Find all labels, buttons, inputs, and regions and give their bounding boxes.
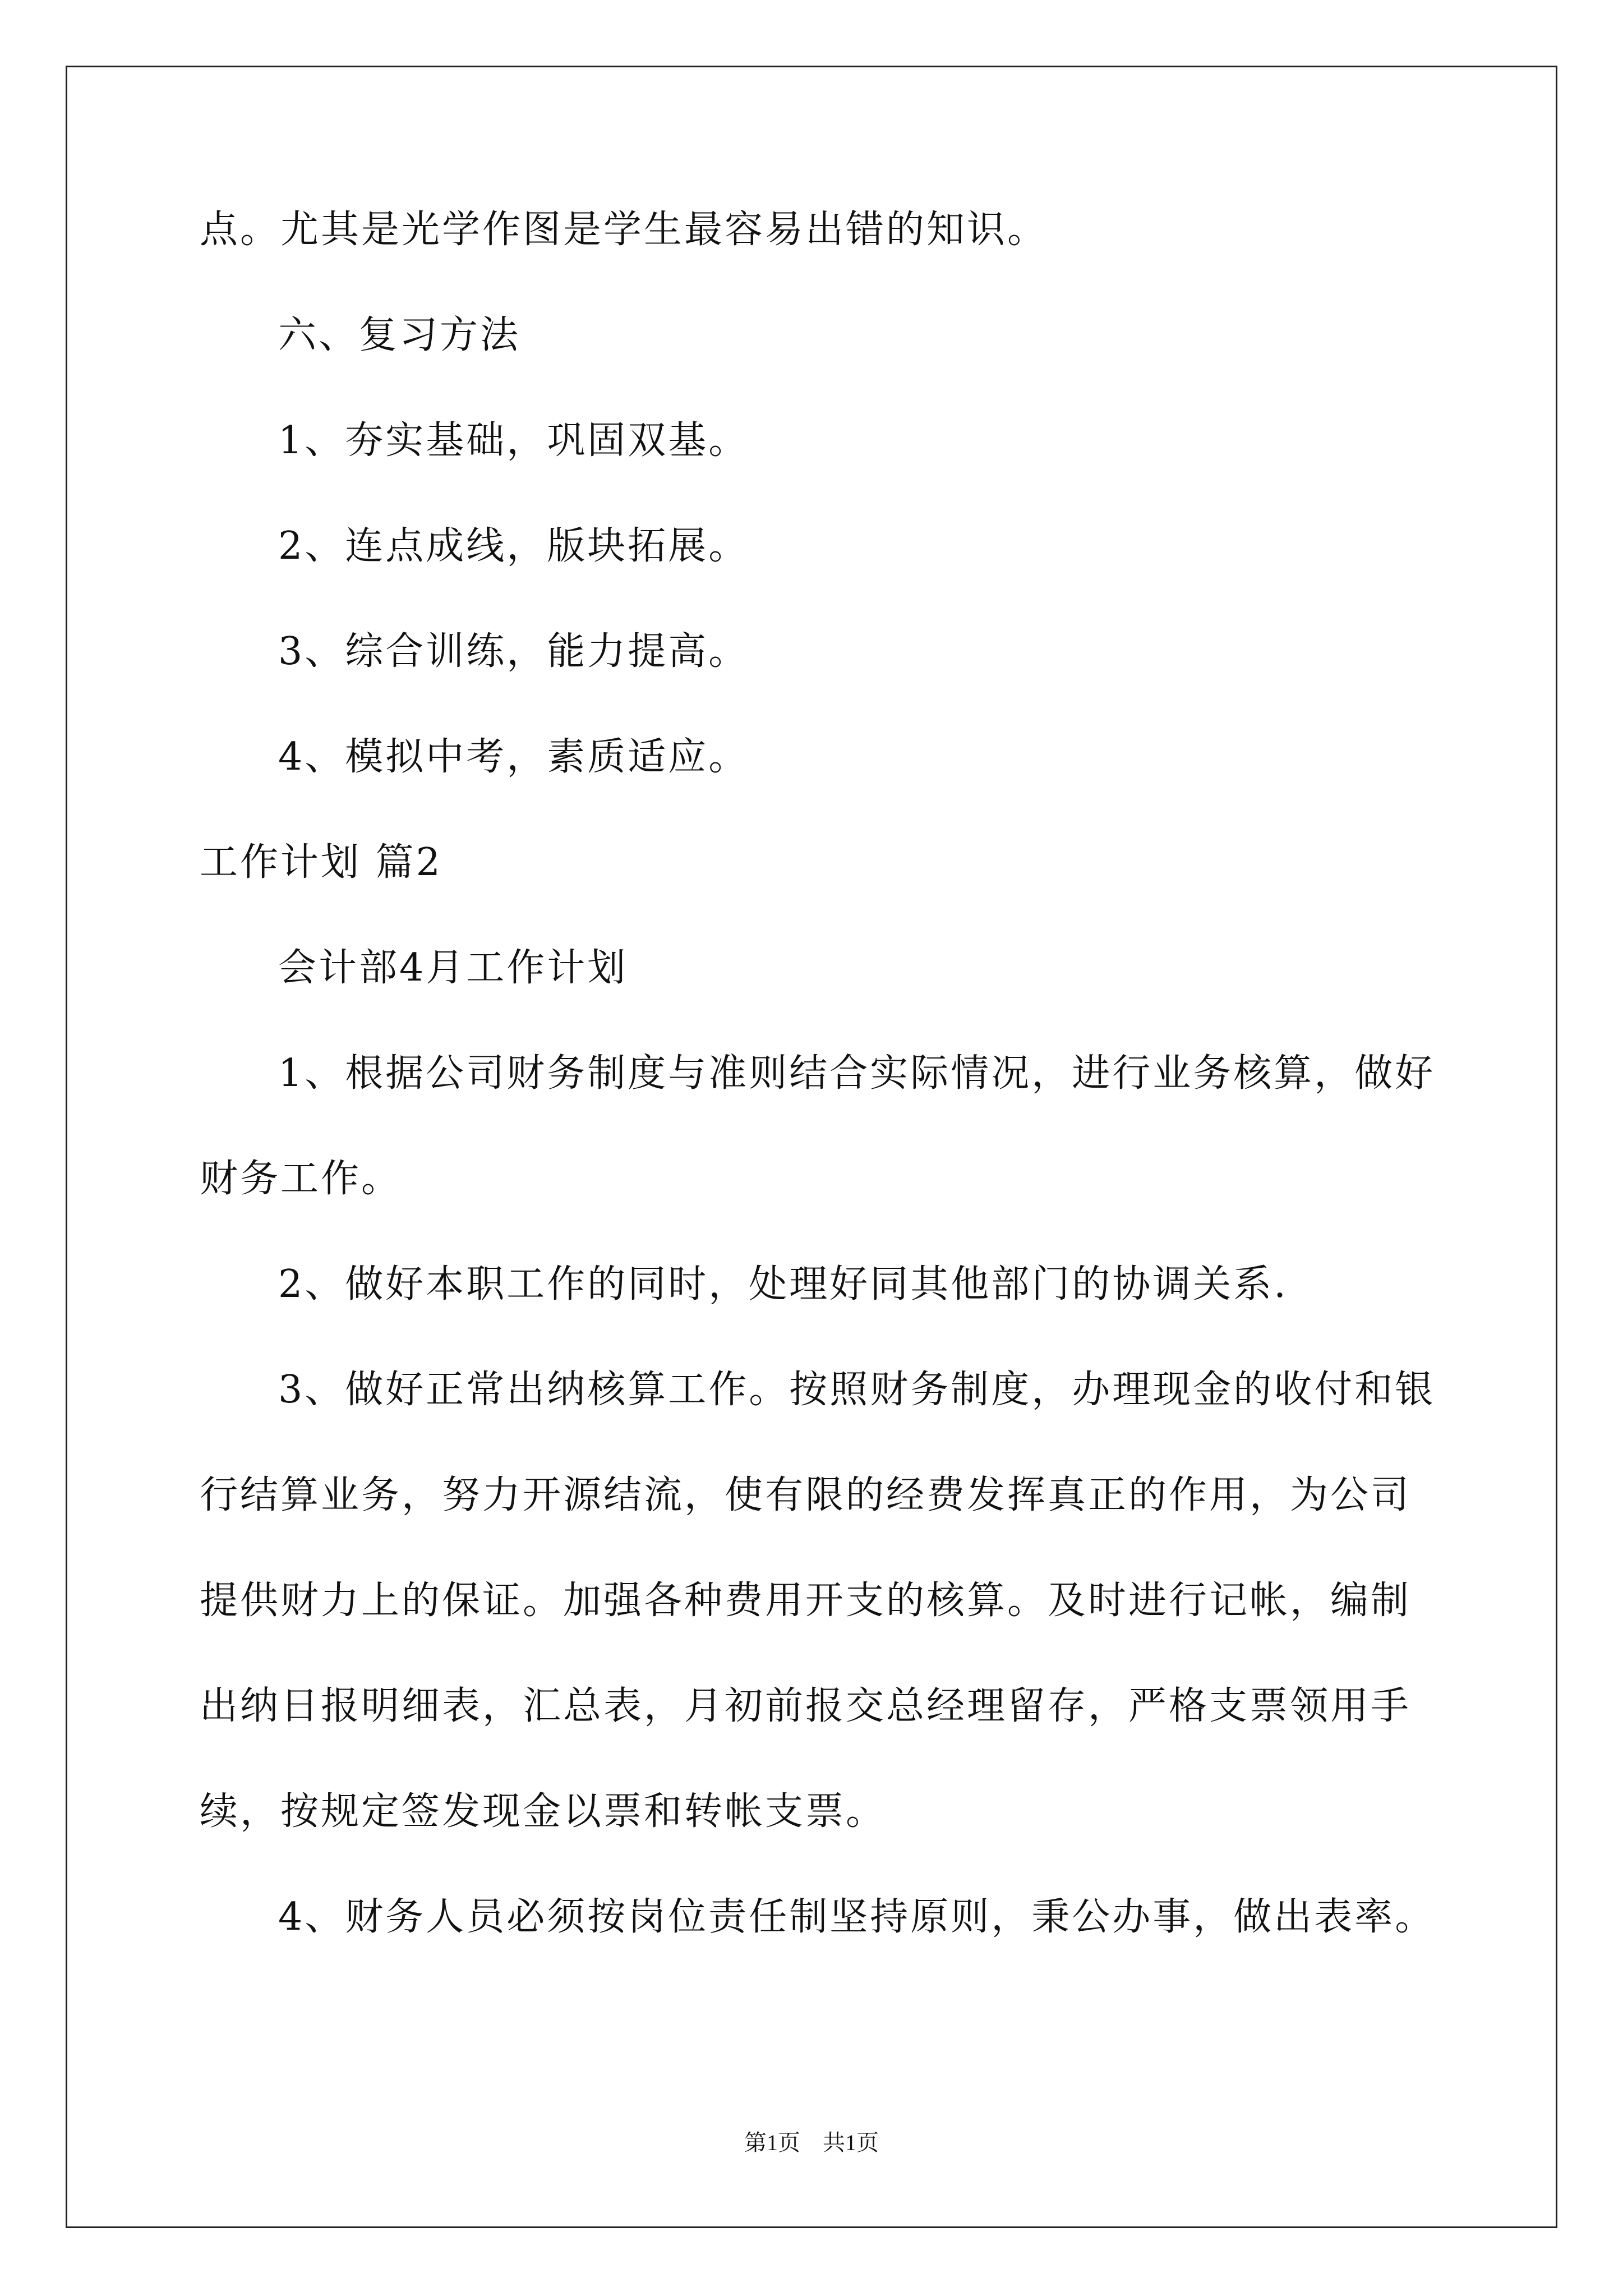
section-heading: 六、复习方法	[278, 313, 521, 357]
paragraph-line: 3、做好正常出纳核算工作。按照财务制度，办理现金的收付和银	[278, 1368, 1436, 1412]
list-item: 3、综合训练，能力提高。	[278, 629, 749, 674]
paragraph-line: 行结算业务，努力开源结流，使有限的经费发挥真正的作用，为公司	[200, 1473, 1412, 1517]
list-item: 1、夯实基础，巩固双基。	[278, 418, 749, 463]
paragraph-line: 2、做好本职工作的同时，处理好同其他部门的协调关系.	[278, 1262, 1288, 1306]
article-title: 工作计划 篇2	[200, 840, 442, 885]
paragraph-line: 4、财务人员必须按岗位责任制坚持原则，秉公办事，做出表率。	[278, 1895, 1436, 1939]
page-number: 第1页 共1页	[744, 2130, 879, 2155]
paragraph-line: 续，按规定签发现金以票和转帐支票。	[200, 1789, 887, 1834]
paragraph-line: 出纳日报明细表，汇总表，月初前报交总经理留存，严格支票领用手	[200, 1684, 1412, 1728]
paragraph-line: 点。尤其是光学作图是学生最容易出错的知识。	[200, 208, 1048, 252]
paragraph-line: 1、根据公司财务制度与准则结合实际情况，进行业务核算，做好	[278, 1051, 1436, 1096]
list-item: 2、连点成线，版块拓展。	[278, 524, 749, 568]
list-item: 4、模拟中考，素质适应。	[278, 735, 749, 779]
plan-title: 会计部4月工作计划	[278, 946, 628, 990]
paragraph-line: 提供财力上的保证。加强各种费用开支的核算。及时进行记帐，编制	[200, 1579, 1412, 1623]
paragraph-line: 财务工作。	[200, 1157, 402, 1201]
